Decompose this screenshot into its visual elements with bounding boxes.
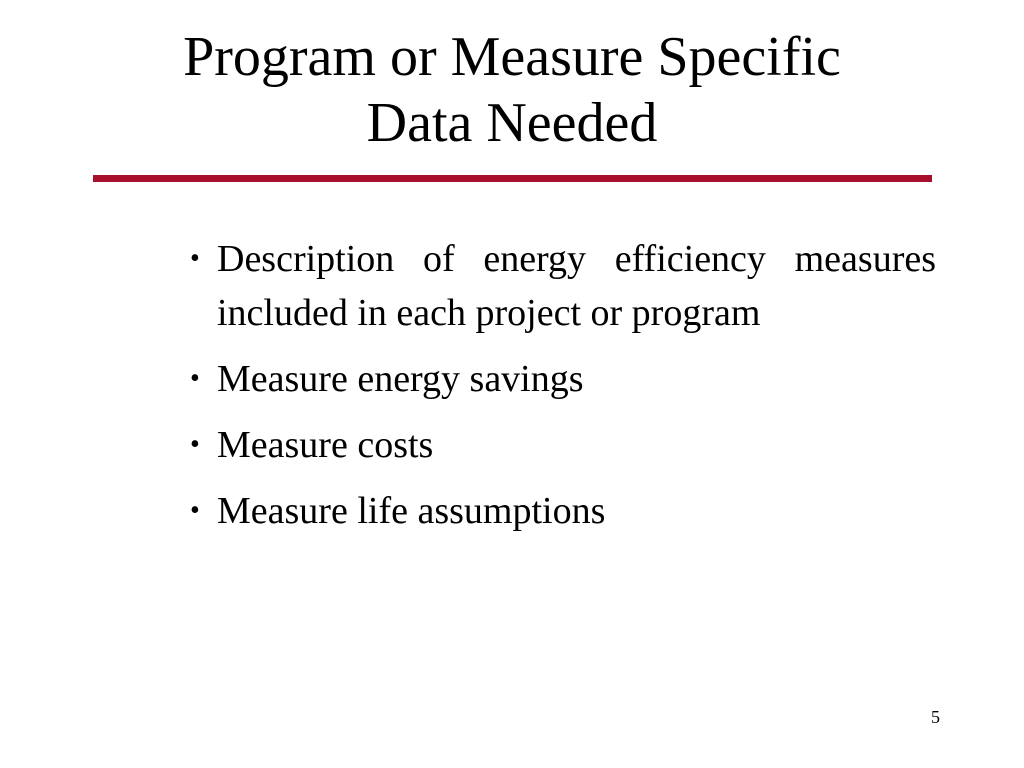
slide-title-line-2: Data Needed	[366, 92, 658, 154]
bullet-item	[190, 484, 936, 538]
bullet-text: Measure costs	[217, 424, 434, 466]
slide-title	[60, 24, 964, 156]
bullet-list	[190, 232, 936, 550]
title-underline-rule	[93, 175, 932, 182]
bullet-text: Description of energy efficiency measures included in each project or program	[217, 238, 936, 334]
bullet-icon: •	[190, 495, 200, 526]
page-number: 5	[931, 707, 940, 727]
bullet-text: Measure energy savings	[217, 358, 584, 400]
bullet-item	[190, 352, 936, 406]
bullet-icon: •	[190, 363, 200, 394]
bullet-item	[190, 418, 936, 472]
bullet-item	[190, 232, 936, 340]
bullet-icon: •	[190, 243, 200, 274]
bullet-text: Measure life assumptions	[217, 490, 606, 532]
slide-title-line-1: Program or Measure Specific	[183, 26, 841, 88]
bullet-icon: •	[190, 429, 200, 460]
